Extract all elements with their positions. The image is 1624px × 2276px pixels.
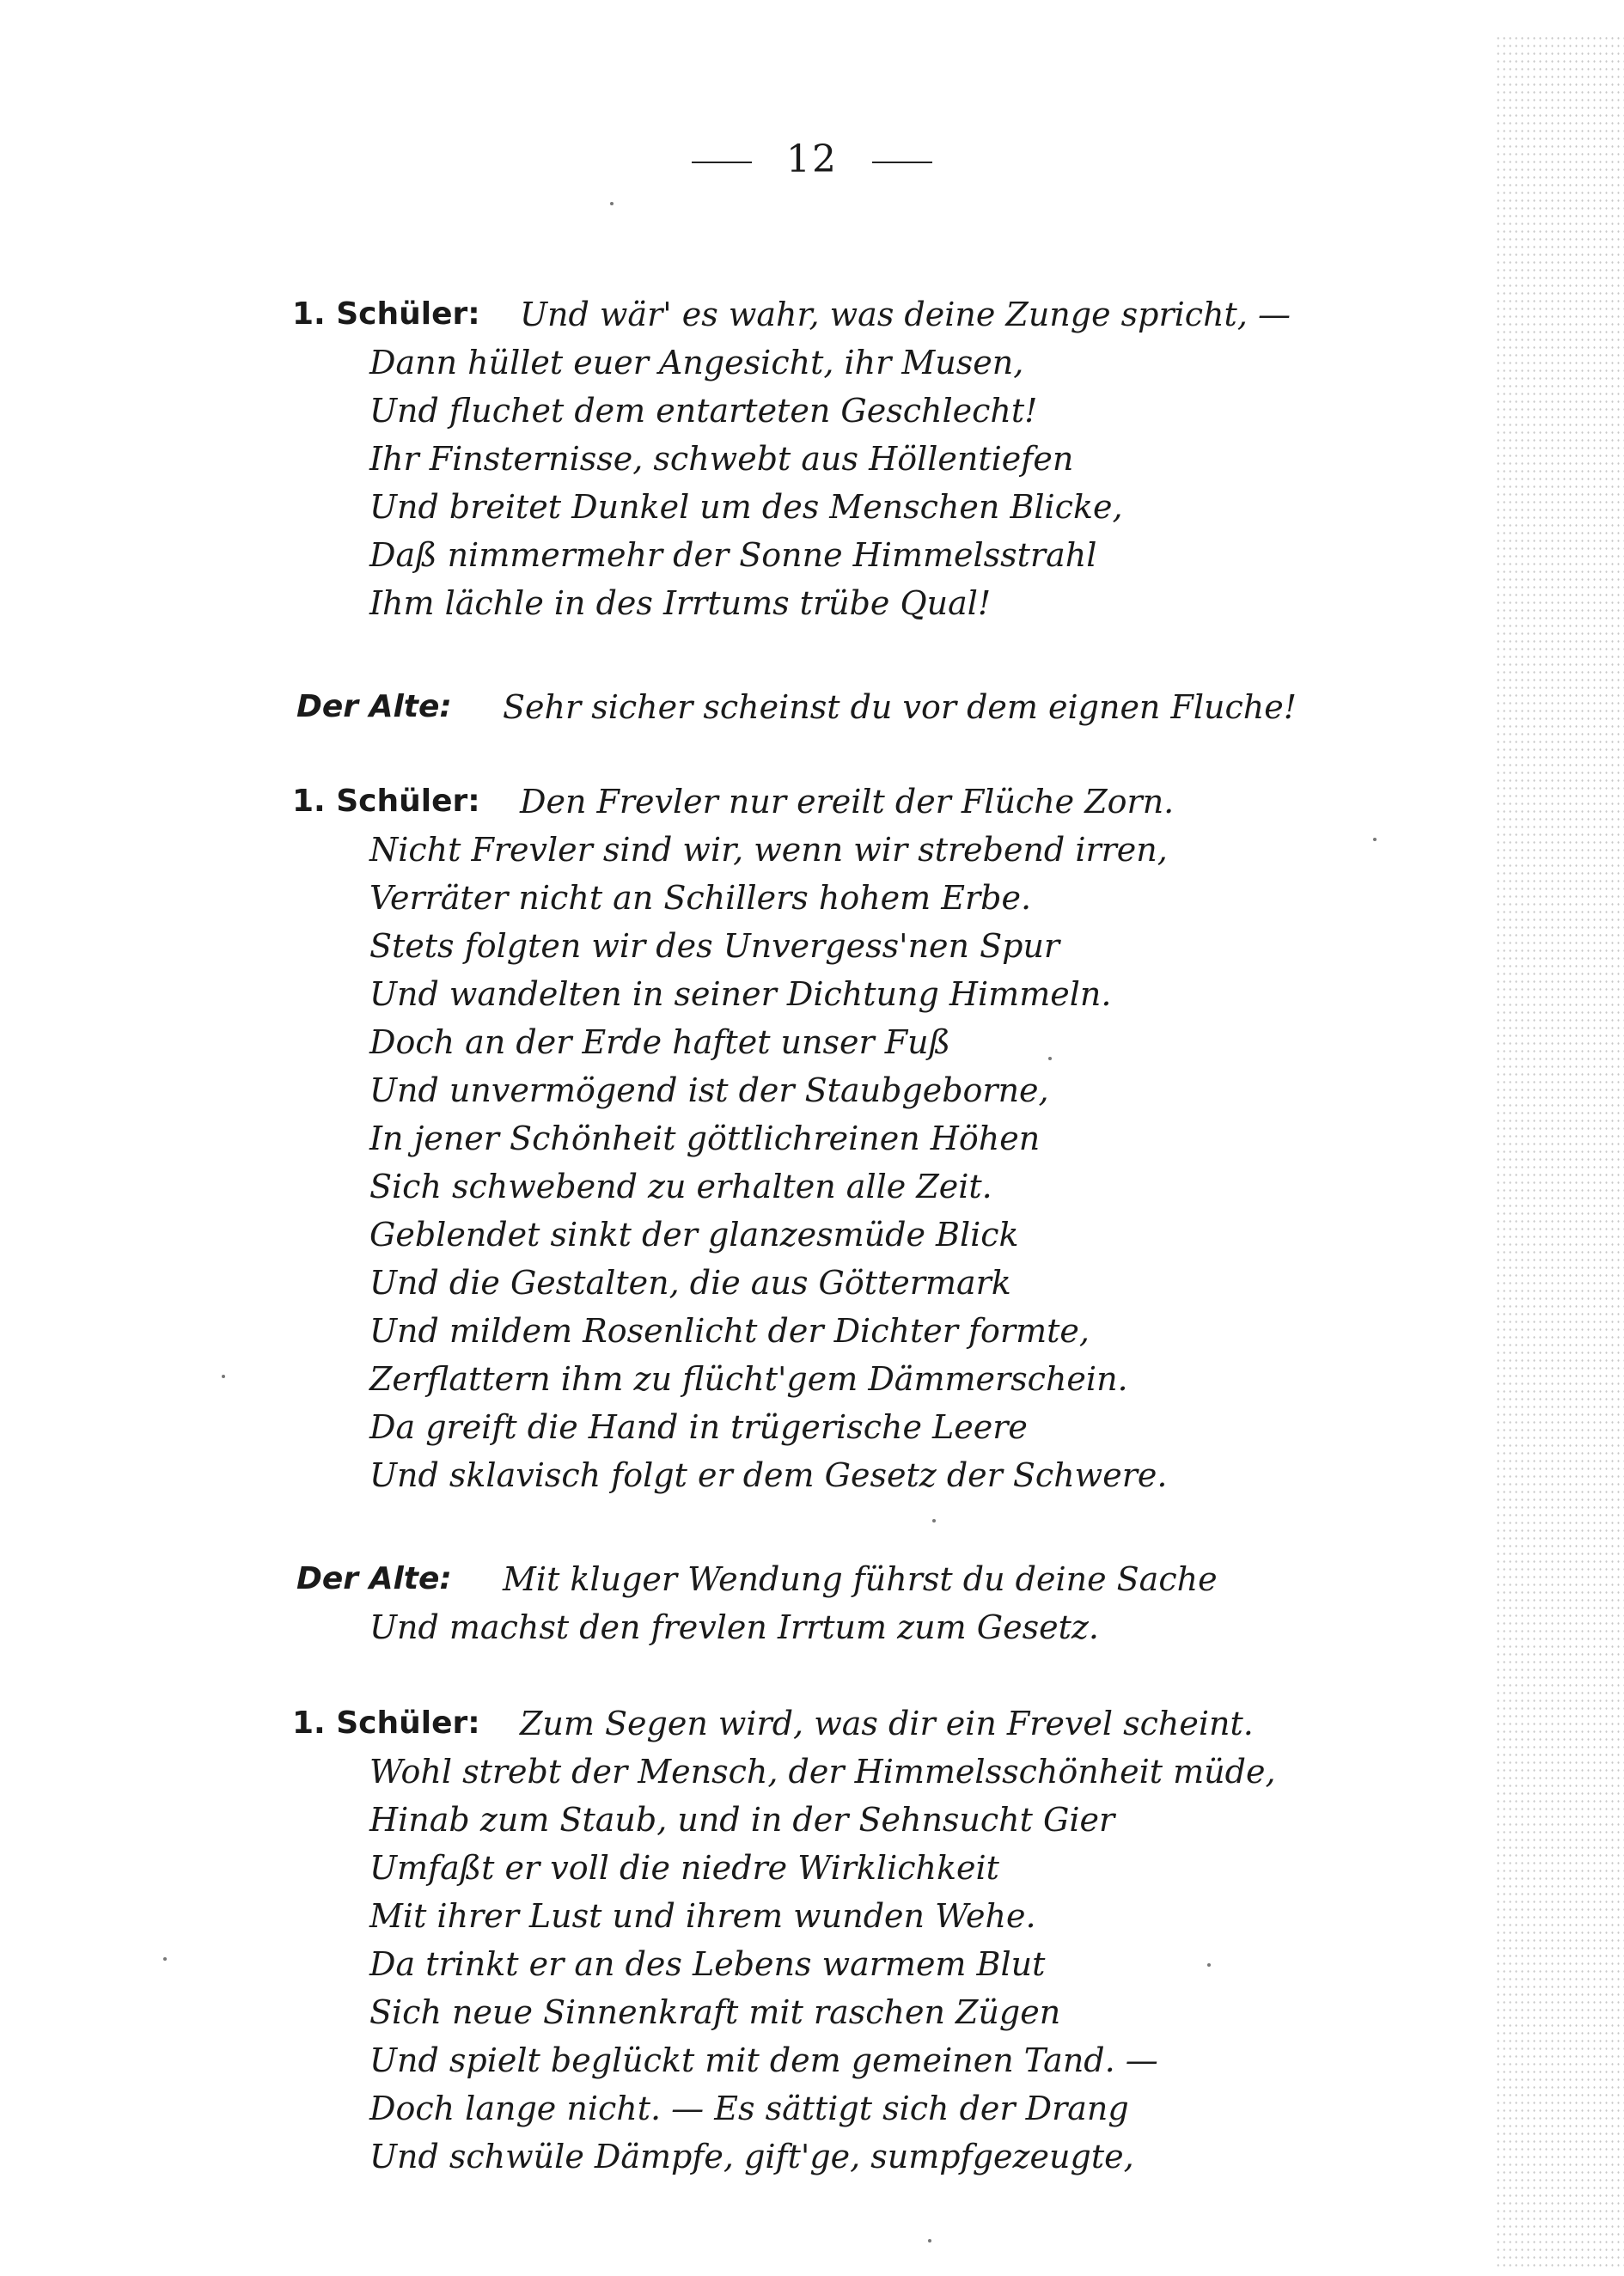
- verse-line: Den Frevler nur ereilt der Flüche Zorn.: [520, 783, 1175, 821]
- verse-line: Sich neue Sinnenkraft mit raschen Zügen: [369, 1993, 1061, 2031]
- verse-line: Doch an der Erde haftet unser Fuß: [369, 1023, 950, 1061]
- verse-line: Und breitet Dunkel um des Menschen Blicke,: [369, 488, 1123, 526]
- speaker-label: 1. Schüler:: [292, 784, 480, 819]
- verse-line: Und die Gestalten, die aus Göttermark: [369, 1264, 1011, 1302]
- speaker-label: 1. Schüler:: [292, 1705, 480, 1741]
- verse-line: Da trinkt er an des Lebens warmem Blut: [369, 1945, 1046, 1983]
- verse-line: Zum Segen wird, was dir ein Frevel scheint.: [520, 1705, 1254, 1742]
- verse-line: Mit kluger Wendung führst du deine Sache: [503, 1560, 1218, 1598]
- verse-line: In jener Schönheit göttlichreinen Höhen: [369, 1120, 1041, 1157]
- verse-line: Sich schwebend zu erhalten alle Zeit.: [369, 1168, 992, 1205]
- dash-right: [872, 162, 932, 163]
- verse-line: Und schwüle Dämpfe, gift'ge, sumpfgezeugte,: [369, 2138, 1134, 2175]
- scan-speck: [610, 202, 614, 205]
- verse-line: Dann hüllet euer Angesicht, ihr Musen,: [369, 344, 1024, 381]
- scan-speck: [1207, 1963, 1211, 1967]
- verse-line: Und mildem Rosenlicht der Dichter formte,: [369, 1312, 1090, 1350]
- verse-line: Hinab zum Staub, und in der Sehnsucht Gier: [369, 1801, 1115, 1839]
- verse-line: Und unvermögend ist der Staubgeborne,: [369, 1071, 1049, 1109]
- verse-line: Ihr Finsternisse, schwebt aus Höllentiefen: [369, 440, 1074, 478]
- verse-line: Stets folgten wir des Unvergess'nen Spur: [369, 927, 1060, 965]
- scan-speck: [1048, 1057, 1052, 1060]
- scan-edge-noise: [1495, 34, 1624, 2268]
- verse-line: Da greift die Hand in trügerische Leere: [369, 1408, 1028, 1446]
- speaker-label: Der Alte:: [296, 689, 452, 724]
- verse-line: Geblendet sinkt der glanzesmüde Blick: [369, 1216, 1019, 1254]
- verse-line: Und sklavisch folgt er dem Gesetz der Schwere.: [369, 1456, 1168, 1494]
- verse-line: Umfaßt er voll die niedre Wirklichkeit: [369, 1849, 999, 1887]
- verse-line: Doch lange nicht. — Es sättigt sich der Drang: [369, 2090, 1129, 2127]
- scan-speck: [932, 1519, 936, 1522]
- dash-left: [692, 162, 752, 163]
- speaker-label: Der Alte:: [296, 1561, 452, 1596]
- page-number: [0, 137, 1624, 181]
- verse-line: Sehr sicher scheinst du vor dem eignen Fluche!: [503, 688, 1297, 726]
- verse-line: Mit ihrer Lust und ihrem wunden Wehe.: [369, 1897, 1036, 1935]
- verse-line: Und spielt beglückt mit dem gemeinen Tand. —: [369, 2041, 1158, 2079]
- verse-line: Verräter nicht an Schillers hohem Erbe.: [369, 879, 1032, 917]
- speaker-label: 1. Schüler:: [292, 296, 480, 332]
- verse-line: Zerflattern ihm zu flücht'gem Dämmerschein.: [369, 1360, 1128, 1398]
- scan-speck: [1373, 838, 1377, 841]
- verse-line: Wohl strebt der Mensch, der Himmelsschönheit müde,: [369, 1753, 1276, 1791]
- verse-line: Und fluchet dem entarteten Geschlecht!: [369, 392, 1038, 430]
- scan-speck: [163, 1957, 167, 1961]
- scan-speck: [222, 1375, 225, 1378]
- verse-line: Nicht Frevler sind wir, wenn wir strebend irren,: [369, 831, 1168, 869]
- page-number-value: 12: [786, 137, 838, 181]
- verse-line: Und wandelten in seiner Dichtung Himmeln.: [369, 975, 1112, 1013]
- verse-line: Und wär' es wahr, was deine Zunge spricht, —: [520, 296, 1291, 333]
- verse-line: Und machst den frevlen Irrtum zum Gesetz.: [369, 1608, 1099, 1646]
- verse-line: Daß nimmermehr der Sonne Himmelsstrahl: [369, 536, 1097, 574]
- verse-line: Ihm lächle in des Irrtums trübe Qual!: [369, 584, 992, 622]
- scan-speck: [928, 2239, 931, 2242]
